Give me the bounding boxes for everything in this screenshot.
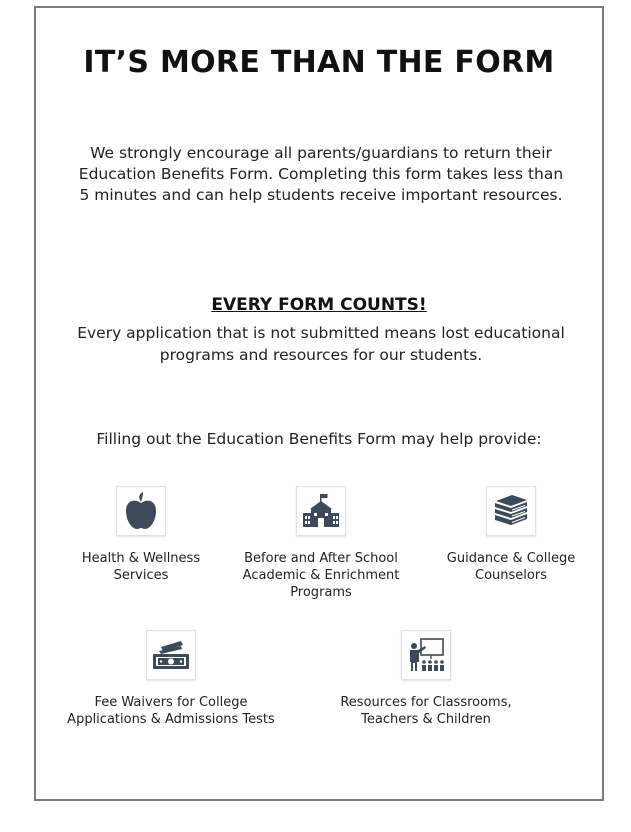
benefit-school-programs <box>216 486 426 601</box>
counts-paragraph: Every application that is not submitted means lost educational programs and resources for our students. <box>77 324 565 364</box>
teacher-icon <box>401 630 451 680</box>
intro-paragraph: We strongly encourage all parents/guardians to return their Education Benefits Form. Completing this form takes less than 5 minutes and can help students receive important resources. <box>78 144 564 204</box>
every-form-counts-heading: EVERY FORM COUNTS! <box>211 295 427 315</box>
benefit-resources <box>331 630 521 728</box>
school-icon <box>296 486 346 536</box>
benefit-label: Guidance & College Counselors <box>446 551 576 583</box>
provide-intro: Filling out the Education Benefits Form may help provide: <box>96 430 542 448</box>
benefit-health <box>66 486 216 584</box>
apple-icon <box>116 486 166 536</box>
flyer <box>34 6 604 801</box>
benefit-label: Before and After School Academic & Enrichment Programs <box>242 551 400 600</box>
benefit-label: Fee Waivers for College Applications & Admissions Tests <box>67 695 275 727</box>
benefit-label: Resources for Classrooms, Teachers & Children <box>340 695 512 727</box>
benefit-label: Health & Wellness Services <box>81 551 201 583</box>
money-icon <box>146 630 196 680</box>
benefit-fee-waivers <box>66 630 276 728</box>
benefit-guidance <box>436 486 586 584</box>
page-title: IT’S MORE THAN THE FORM <box>83 45 555 80</box>
books-icon <box>486 486 536 536</box>
